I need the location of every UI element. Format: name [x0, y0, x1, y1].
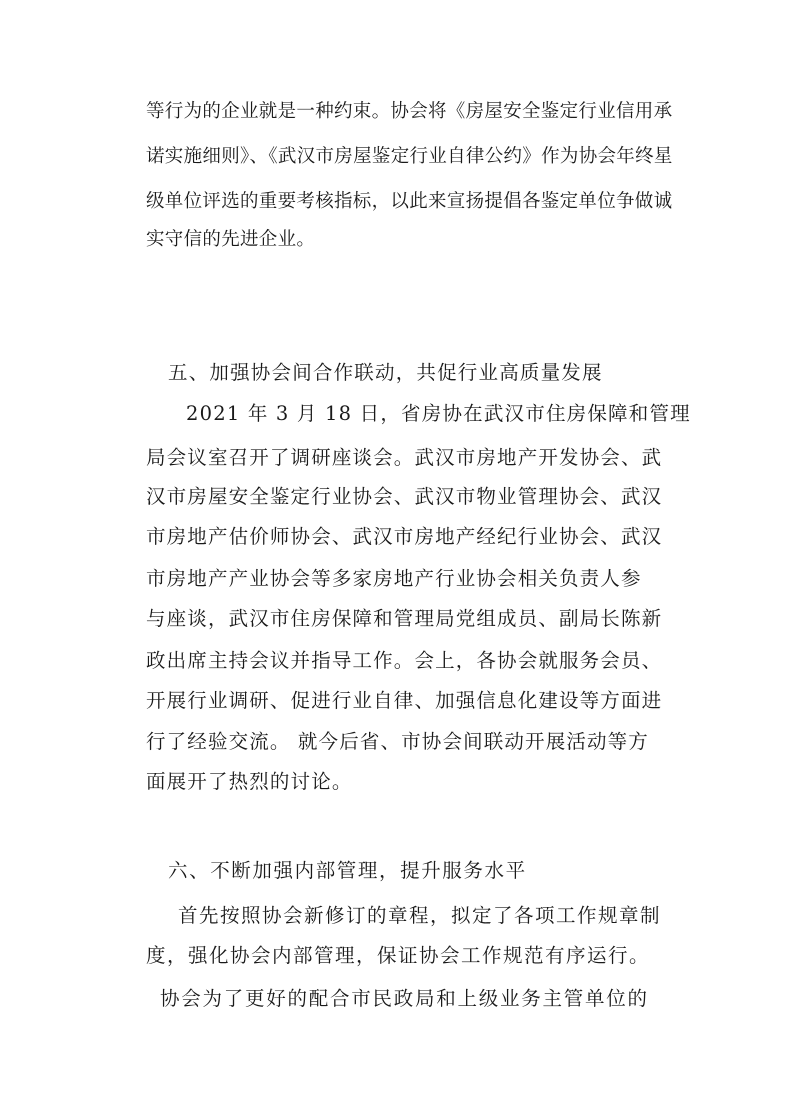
section-5-heading: 五、加强协会间合作联动，共促行业高质量发展 [168, 361, 603, 384]
text-line: 与座谈，武汉市住房保障和管理局党组成员、副局长陈新 [146, 607, 663, 630]
section-6-heading: 六、不断加强内部管理，提升服务水平 [168, 859, 527, 882]
text-line: 局会议室召开了调研座谈会。武汉市房地产开发协会、武 [146, 446, 663, 469]
text-line: 级单位评选的重要考核指标，以此来宣扬提倡各鉴定单位争做诚 [146, 191, 673, 212]
text-line: 开展行业调研、促进行业自律、加强信息化建设等方面进 [146, 689, 663, 712]
text-line: 市房地产估价师协会、武汉市房地产经纪行业协会、武汉 [146, 525, 663, 548]
text-line: 汉市房屋安全鉴定行业协会、武汉市物业管理协会、武汉 [146, 485, 663, 508]
text-line: 政出席主持会议并指导工作。会上，各协会就服务会员、 [146, 649, 663, 672]
text-line: 市房地产产业协会等多家房地产行业协会相关负责人参 [146, 567, 642, 590]
text-line: 面展开了热烈的讨论。 [146, 770, 353, 793]
text-line: 首先按照协会新修订的章程，拟定了各项工作规章制 [178, 904, 662, 927]
text-line: 度，强化协会内部管理，保证协会工作规范有序运行。 [146, 944, 651, 967]
text-line: 行了经验交流。 就今后省、市协会间联动开展活动等方 [146, 730, 649, 753]
text-line: 实守信的先进企业。 [146, 229, 316, 250]
text-line: 诺实施细则》、《武汉市房屋鉴定行业自律公约》作为协会年终星 [146, 146, 673, 167]
text-line: 等行为的企业就是一种约束。协会将《房屋安全鉴定行业信用承 [146, 101, 673, 122]
text-line: 协会为了更好的配合市民政局和上级业务主管单位的 [160, 987, 649, 1010]
text-line: 2021 年 3 月 18 日，省房协在武汉市住房保障和管理 [186, 402, 691, 425]
